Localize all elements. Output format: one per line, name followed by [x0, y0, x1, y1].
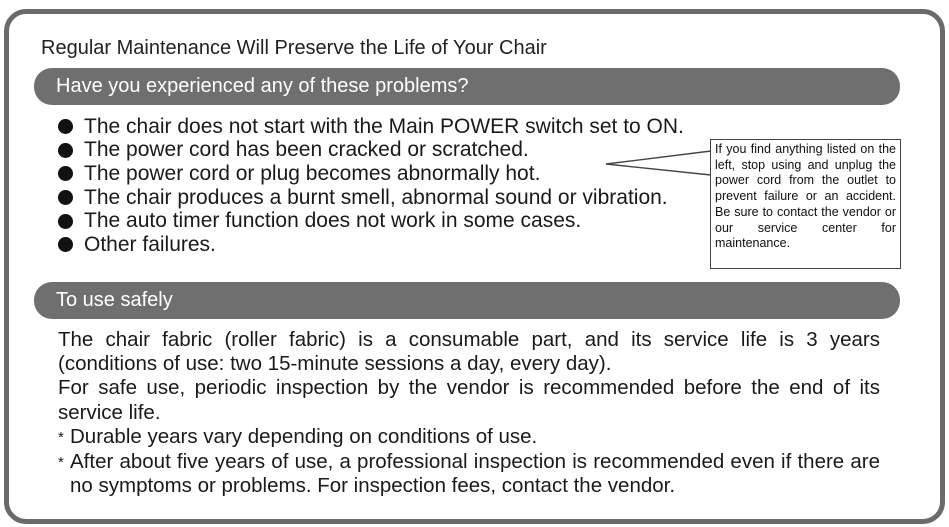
callout-box: If you find anything listed on the left, stop using and unplug the power cord from the outlet to prevent failure or an accident. Be sure to contact the vendor or our service center for maintenance. — [710, 139, 901, 269]
list-item-text: The auto timer function does not work in some cases. — [84, 209, 582, 233]
list-item-text: Other failures. — [84, 232, 216, 256]
bullet-icon — [58, 119, 73, 134]
bullet-icon — [58, 237, 73, 252]
safety-paragraph: For safe use, periodic inspection by the vendor is recommended before the end of its service life. — [58, 376, 880, 424]
list-item — [58, 162, 684, 186]
safety-note — [58, 425, 880, 450]
safety-heading: To use safely — [34, 282, 900, 319]
list-item-text: The chair produces a burnt smell, abnormal sound or vibration. — [84, 185, 668, 209]
problems-list — [58, 115, 684, 257]
list-item — [58, 139, 684, 163]
asterisk-marker: * — [58, 428, 64, 446]
list-item — [58, 115, 684, 139]
list-item-text: The power cord or plug becomes abnormally hot. — [84, 161, 541, 185]
list-item-text: The power cord has been cracked or scratched. — [84, 138, 529, 162]
page-title: Regular Maintenance Will Preserve the Life of Your Chair — [41, 37, 547, 59]
note-text: Durable years vary depending on conditions of use. — [70, 424, 538, 448]
safety-text — [58, 328, 880, 498]
bullet-icon — [58, 166, 73, 181]
note-text: After about five years of use, a professional inspection is recommended even if there are no symptoms or problems. For inspection fees, contact the vendor. — [70, 450, 880, 498]
asterisk-marker: * — [58, 454, 64, 472]
problems-heading: Have you experienced any of these problems? — [34, 68, 900, 105]
bullet-icon — [58, 143, 73, 158]
bullet-icon — [58, 190, 73, 205]
list-item — [58, 186, 684, 210]
list-item-text: The chair does not start with the Main POWER switch set to ON. — [84, 114, 684, 138]
bullet-icon — [58, 214, 73, 229]
safety-note — [58, 450, 880, 498]
list-item — [58, 209, 684, 233]
list-item — [58, 233, 684, 257]
safety-paragraph: The chair fabric (roller fabric) is a consumable part, and its service life is 3 years (conditions of use: two 15-minute sessions a day, every day). — [58, 328, 880, 376]
